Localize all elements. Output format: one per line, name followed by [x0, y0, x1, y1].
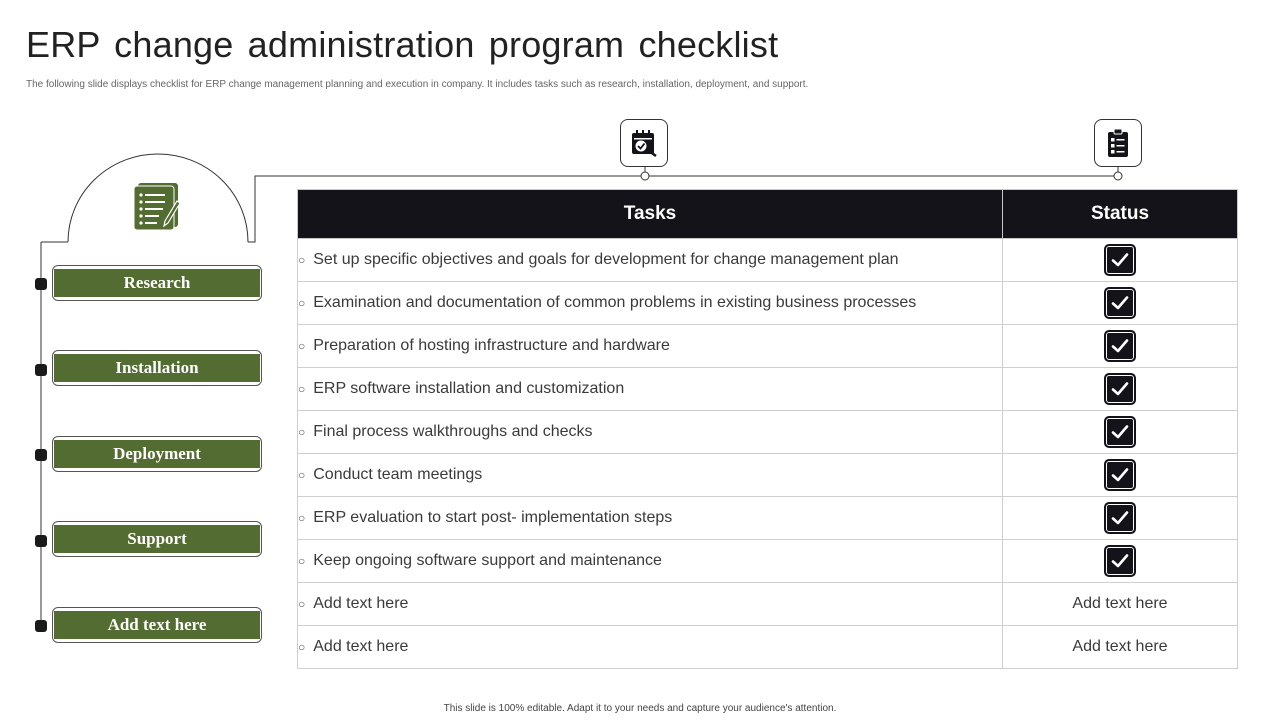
task-cell [298, 325, 1003, 368]
status-cell [1003, 282, 1238, 325]
checkbox-checked-icon[interactable] [1104, 459, 1136, 491]
table-row [298, 454, 1238, 497]
circle-bullet-icon: ○ [298, 468, 306, 482]
task-cell [298, 454, 1003, 497]
task-cell [298, 583, 1003, 626]
timeline-dot [35, 620, 47, 632]
table-row [298, 368, 1238, 411]
status-text: Add text here [1072, 595, 1168, 612]
table-row [298, 325, 1238, 368]
status-header: Status [1003, 190, 1238, 239]
checkbox-checked-icon[interactable] [1104, 416, 1136, 448]
status-cell [1003, 368, 1238, 411]
status-cell [1003, 411, 1238, 454]
tasks-header: Tasks [298, 190, 1003, 239]
checkbox-checked-icon[interactable] [1104, 373, 1136, 405]
category-label: Installation [54, 354, 260, 382]
status-cell [1003, 540, 1238, 583]
task-cell [298, 239, 1003, 282]
status-cell [1003, 454, 1238, 497]
task-text: Conduct team meetings [313, 466, 483, 483]
circle-bullet-icon: ○ [298, 253, 306, 267]
task-text: Keep ongoing software support and maintenance [313, 552, 662, 569]
task-cell [298, 497, 1003, 540]
category-label: Research [54, 269, 260, 297]
task-cell [298, 368, 1003, 411]
circle-bullet-icon: ○ [298, 511, 306, 525]
category-label: Add text here [54, 611, 260, 639]
circle-bullet-icon: ○ [298, 382, 306, 396]
task-cell [298, 411, 1003, 454]
calendar-check-icon [620, 119, 668, 167]
circle-bullet-icon: ○ [298, 554, 306, 568]
task-cell [298, 540, 1003, 583]
checklist-table [297, 189, 1238, 669]
timeline-dot [35, 364, 47, 376]
circle-bullet-icon: ○ [298, 339, 306, 353]
task-text: Add text here [313, 595, 409, 612]
category-research[interactable] [52, 265, 262, 301]
status-cell [1003, 583, 1238, 626]
category-deployment[interactable] [52, 436, 262, 472]
document-list-icon [132, 181, 184, 236]
status-text: Add text here [1072, 638, 1168, 655]
timeline-dot [35, 449, 47, 461]
page-subtitle: The following slide displays checklist for ERP change management planning and execution in company. It includes tasks such as research, installation, deployment, and support. [26, 79, 809, 90]
table-row [298, 282, 1238, 325]
category-installation[interactable] [52, 350, 262, 386]
checkbox-checked-icon[interactable] [1104, 244, 1136, 276]
task-text: Preparation of hosting infrastructure and hardware [313, 337, 670, 354]
task-text: Final process walkthroughs and checks [313, 423, 593, 440]
task-cell [298, 282, 1003, 325]
task-text: ERP software installation and customization [313, 380, 625, 397]
table-row [298, 239, 1238, 282]
timeline-dot [35, 535, 47, 547]
circle-bullet-icon: ○ [298, 640, 306, 654]
task-text: Add text here [313, 638, 409, 655]
status-cell [1003, 325, 1238, 368]
checkbox-checked-icon[interactable] [1104, 545, 1136, 577]
table-row [298, 540, 1238, 583]
table-body [298, 239, 1238, 669]
checkbox-checked-icon[interactable] [1104, 502, 1136, 534]
task-text: ERP evaluation to start post- implementation steps [313, 509, 673, 526]
category-label: Deployment [54, 440, 260, 468]
checkbox-checked-icon[interactable] [1104, 330, 1136, 362]
category-label: Support [54, 525, 260, 553]
status-cell [1003, 239, 1238, 282]
circle-bullet-icon: ○ [298, 597, 306, 611]
task-cell [298, 626, 1003, 669]
task-text: Examination and documentation of common problems in existing business processes [313, 294, 917, 311]
checkbox-checked-icon[interactable] [1104, 287, 1136, 319]
footer-note: This slide is 100% editable. Adapt it to your needs and capture your audience's attention. [443, 703, 837, 714]
table-row [298, 411, 1238, 454]
category-add-text[interactable] [52, 607, 262, 643]
circle-bullet-icon: ○ [298, 425, 306, 439]
page-title: ERP change administration program checklist [26, 24, 779, 65]
timeline-dot [35, 278, 47, 290]
table-row [298, 583, 1238, 626]
clipboard-checklist-icon [1094, 119, 1142, 167]
category-support[interactable] [52, 521, 262, 557]
table-row [298, 626, 1238, 669]
status-cell [1003, 626, 1238, 669]
table-row [298, 497, 1238, 540]
circle-bullet-icon: ○ [298, 296, 306, 310]
task-text: Set up specific objectives and goals for development for change management plan [313, 251, 899, 268]
status-cell [1003, 497, 1238, 540]
table-header-row [298, 190, 1238, 239]
